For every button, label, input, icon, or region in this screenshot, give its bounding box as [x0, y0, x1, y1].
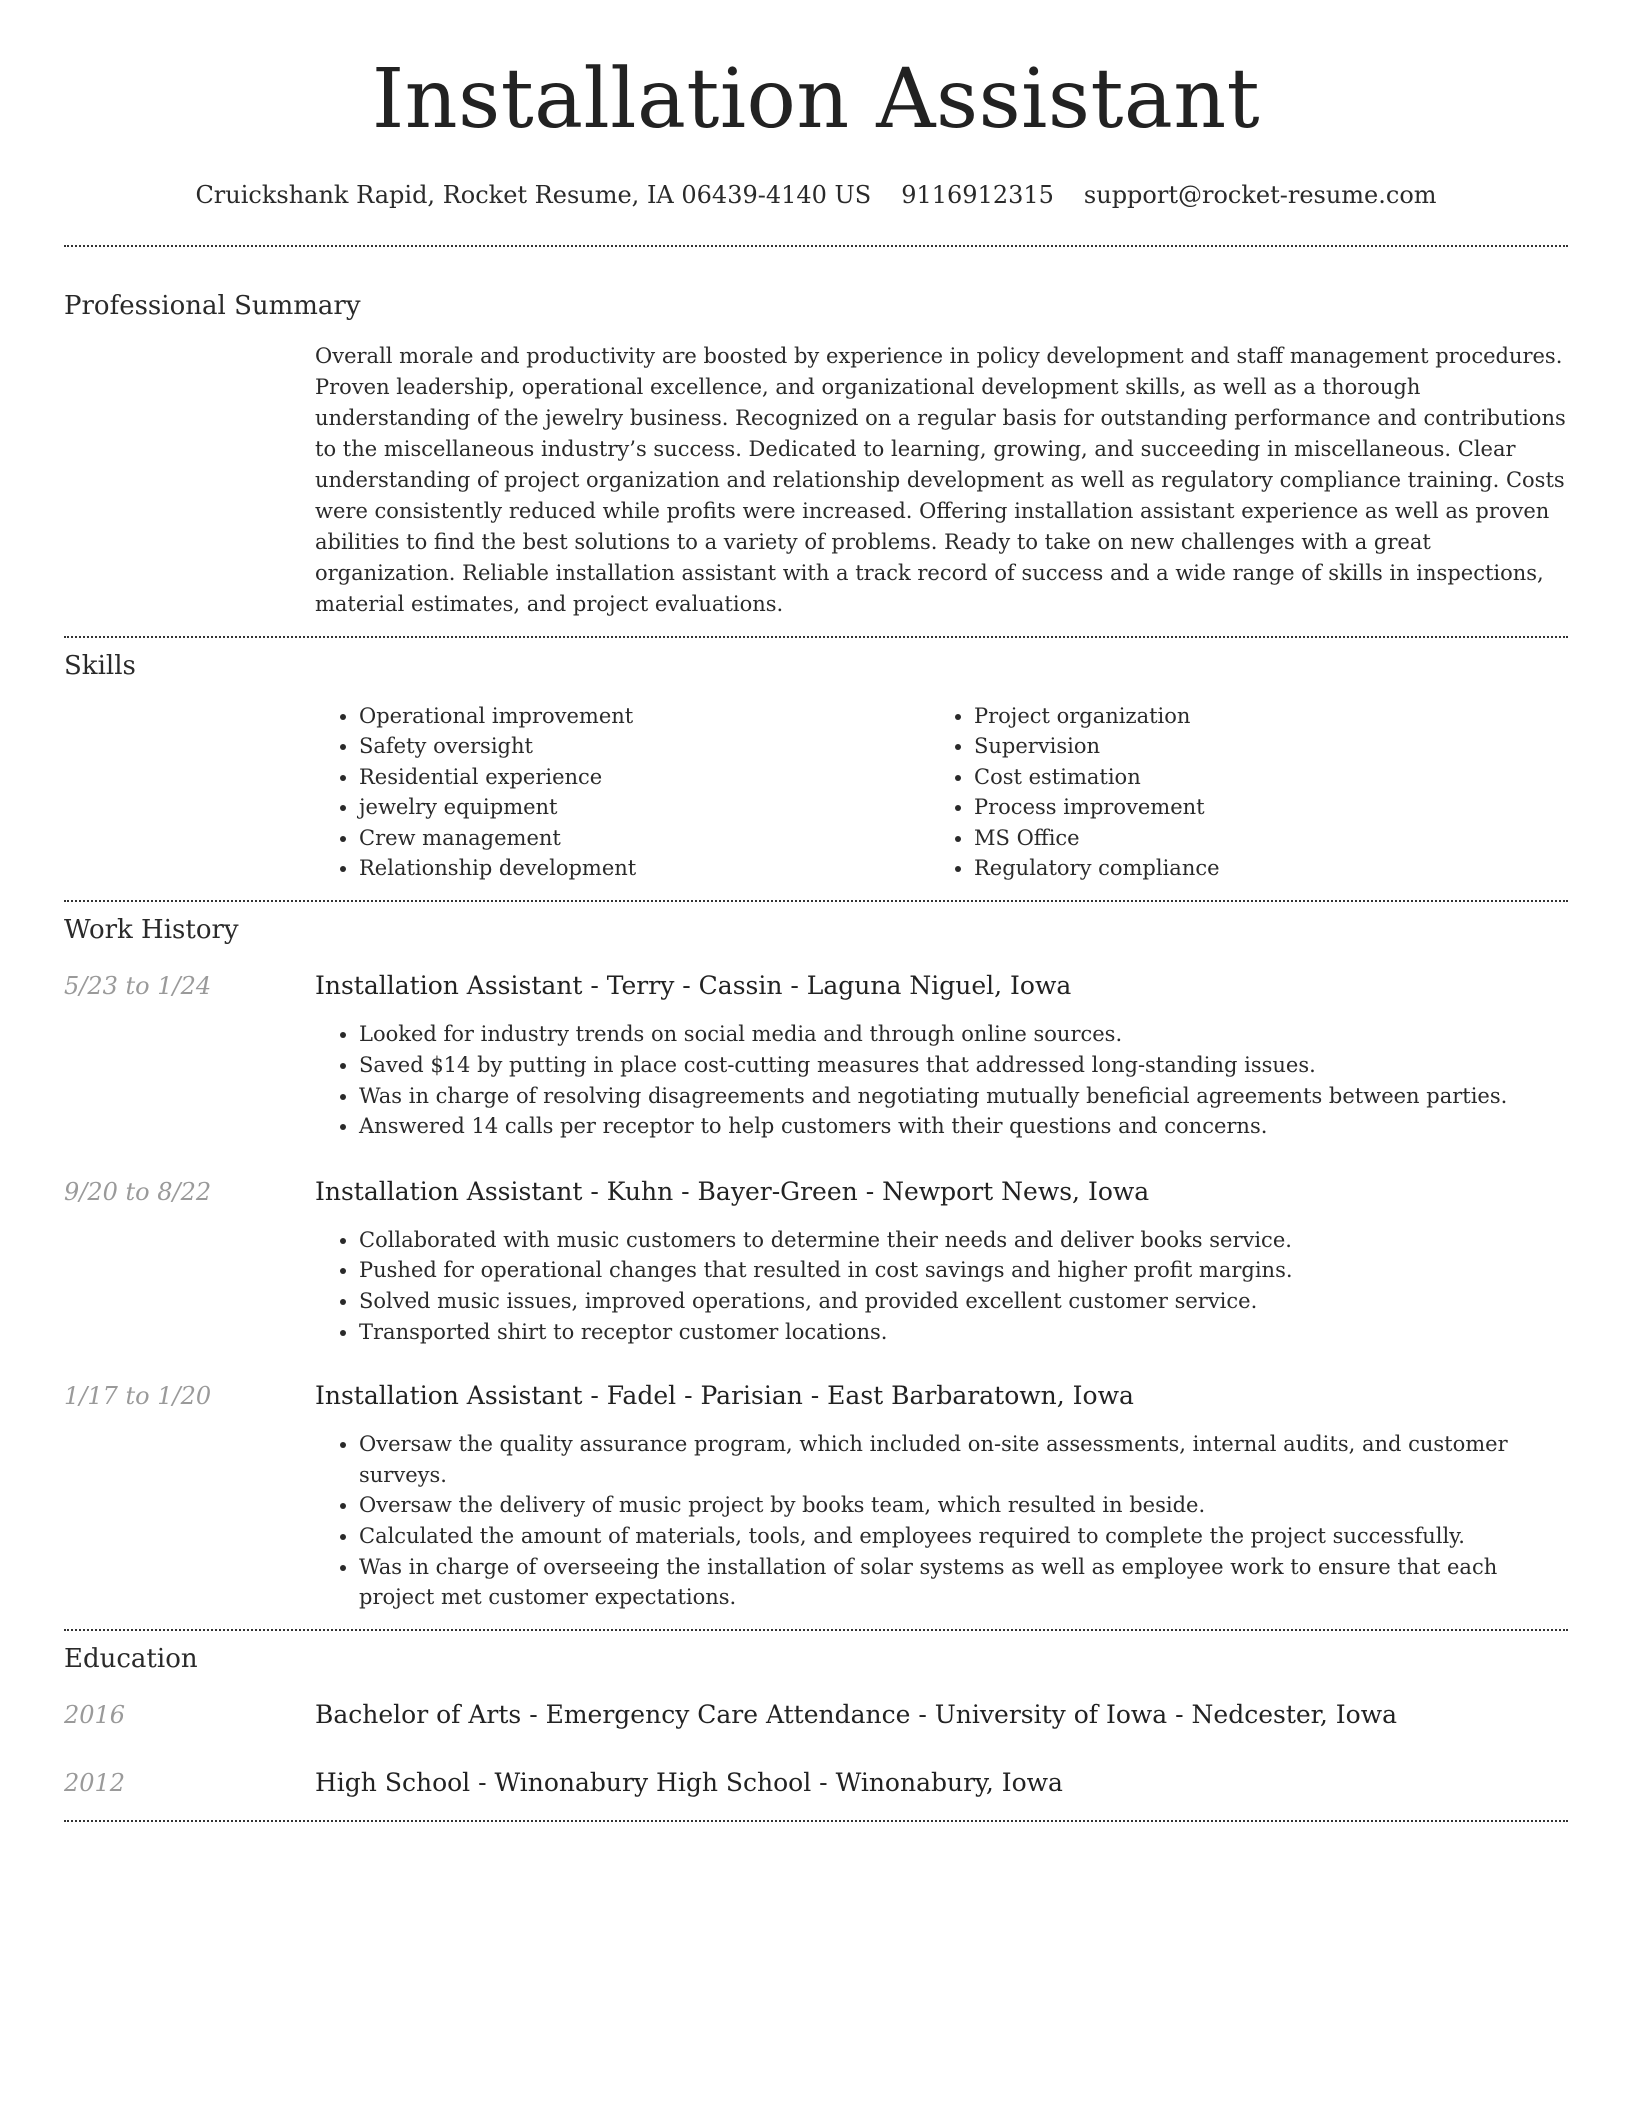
skill-item: • Crew management — [359, 823, 930, 853]
job-bullet: • Transported shirt to receptor customer locations. — [359, 1317, 1568, 1348]
job-entry — [64, 1381, 1568, 1613]
job-bullet: • Oversaw the quality assurance program, which included on-site assessments, internal audits, and customer surveys. — [359, 1429, 1568, 1490]
skills-list — [315, 701, 1568, 883]
contact-email: support@rocket-resume.com — [1083, 181, 1437, 209]
education-year: 2016 — [64, 1700, 126, 1729]
resume-page — [64, 0, 1568, 1822]
divider — [64, 1820, 1568, 1822]
skill-item: • Project organization — [974, 701, 1545, 731]
divider — [64, 636, 1568, 638]
skill-item: • Cost estimation — [974, 762, 1545, 792]
job-bullet: • Looked for industry trends on social media and through online sources. — [359, 1019, 1568, 1050]
job-body — [315, 1381, 1568, 1613]
contact-address: Cruickshank Rapid, Rocket Resume, IA 06439-4140 US — [195, 181, 872, 209]
contact-phone: 9116912315 — [901, 181, 1054, 209]
job-bullet: • Pushed for operational changes that resulted in cost savings and higher profit margins. — [359, 1255, 1568, 1286]
divider — [64, 245, 1568, 247]
job-bullets — [315, 1225, 1568, 1347]
education-year: 2012 — [64, 1768, 126, 1797]
job-bullet: • Solved music issues, improved operations, and provided excellent customer service. — [359, 1286, 1568, 1317]
job-bullets — [315, 1019, 1568, 1141]
job-title: Installation Assistant - Fadel - Parisian - East Barbaratown, Iowa — [315, 1381, 1134, 1411]
job-dates: 1/17 to 1/20 — [64, 1382, 212, 1411]
section-title-work: Work History — [64, 915, 239, 946]
skill-item: • Supervision — [974, 731, 1545, 761]
section-title-education: Education — [64, 1643, 198, 1674]
education-entry — [64, 1768, 1568, 1798]
job-bullet: • Collaborated with music customers to determine their needs and deliver books service. — [359, 1225, 1568, 1256]
divider — [64, 900, 1568, 902]
skills-column-right — [930, 701, 1545, 883]
skill-item: • Residential experience — [359, 762, 930, 792]
skill-item: • Relationship development — [359, 853, 930, 883]
job-bullet: • Answered 14 calls per receptor to help customers with their questions and concerns. — [359, 1111, 1568, 1142]
skills-column-left — [315, 701, 930, 883]
contact-line — [64, 180, 1568, 210]
job-entry — [64, 971, 1568, 1141]
job-bullet: • Oversaw the delivery of music project by books team, which resulted in beside. — [359, 1490, 1568, 1521]
job-dates: 9/20 to 8/22 — [64, 1177, 212, 1206]
skill-item: • jewelry equipment — [359, 792, 930, 822]
job-bullet: • Calculated the amount of materials, tools, and employees required to complete the project successfully. — [359, 1521, 1568, 1552]
skill-item: • Operational improvement — [359, 701, 930, 731]
job-dates: 5/23 to 1/24 — [64, 972, 212, 1001]
job-title: Installation Assistant - Terry - Cassin - Laguna Niguel, Iowa — [315, 971, 1072, 1001]
education-title: High School - Winonabury High School - Winonabury, Iowa — [315, 1767, 1063, 1797]
job-body — [315, 971, 1568, 1141]
section-title-summary: Professional Summary — [64, 291, 361, 321]
summary-text: Overall morale and productivity are boosted by experience in policy development and staff management procedures. Proven leadership, operational excellence, and organizational development skills, as well as a thorough understanding of the jewelry business. Recognized on a regular basis for outstanding performance and contributions to the miscellaneous industry’s success. Dedicated to learning, growing, and succeeding in miscellaneous. Clear understanding of project organization and relationship development as well as regulatory compliance training. Costs were consistently reduced while profits were increased. Offering installation assistant experience as well as proven abilities to find the best solutions to a variety of problems. Ready to take on new challenges with a great organization. Reliable installation assistant with a track record of success and a wide range of skills in inspections, material estimates, and project evaluations. — [315, 344, 1566, 616]
job-bullets — [315, 1429, 1568, 1613]
job-bullet: • Was in charge of overseeing the installation of solar systems as well as employee work to ensure that each project met customer expectations. — [359, 1552, 1568, 1613]
skill-item: • Safety oversight — [359, 731, 930, 761]
job-bullet: • Saved $14 by putting in place cost-cutting measures that addressed long-standing issues. — [359, 1050, 1568, 1081]
skill-item: • Process improvement — [974, 792, 1545, 822]
job-bullet: • Was in charge of resolving disagreements and negotiating mutually beneficial agreements between parties. — [359, 1081, 1568, 1112]
job-title: Installation Assistant - Kuhn - Bayer-Green - Newport News, Iowa — [315, 1176, 1150, 1206]
divider — [64, 1629, 1568, 1631]
section-title-skills: Skills — [64, 651, 136, 681]
skill-item: • Regulatory compliance — [974, 853, 1545, 883]
education-entry — [64, 1700, 1568, 1730]
job-body — [315, 1177, 1568, 1347]
candidate-name: Installation Assistant — [371, 52, 1261, 147]
education-title: Bachelor of Arts - Emergency Care Attendance - University of Iowa - Nedcester, Iowa — [315, 1699, 1398, 1729]
job-entry — [64, 1177, 1568, 1347]
skill-item: • MS Office — [974, 823, 1545, 853]
